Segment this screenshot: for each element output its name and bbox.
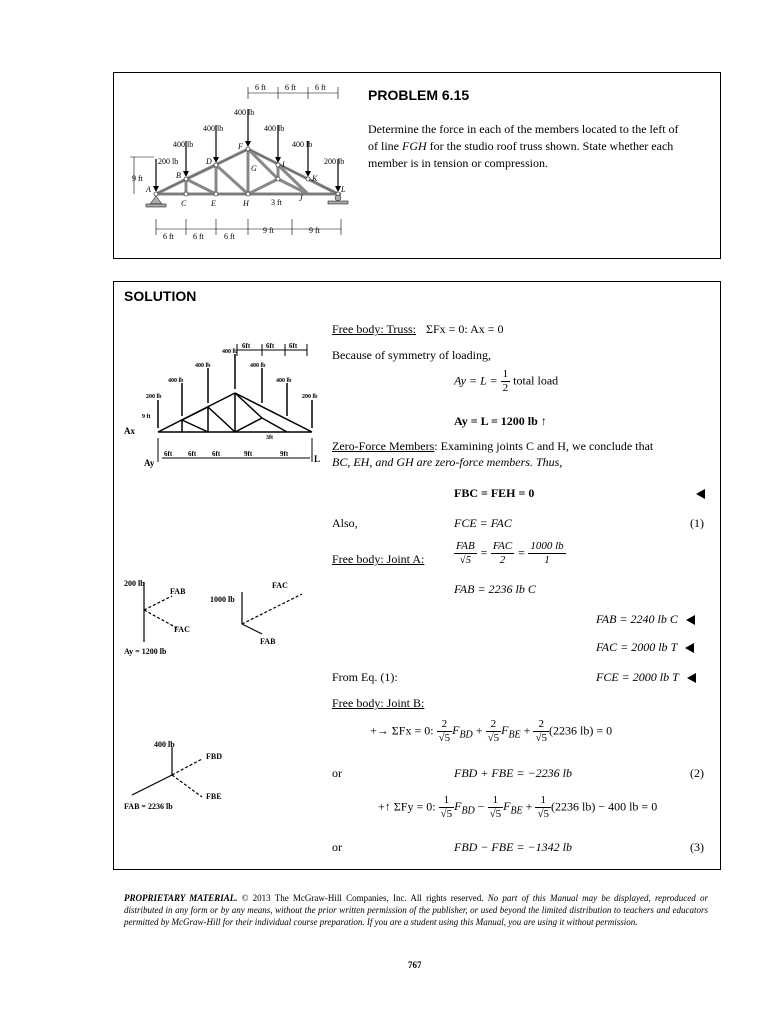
fac-sense: T <box>670 640 678 654</box>
problem-statement <box>368 121 710 172</box>
load-label: 200 lb <box>324 157 345 166</box>
joint-i: I <box>282 160 285 169</box>
sketch-l: L <box>314 454 321 464</box>
ay-result <box>454 414 547 429</box>
footer-bold: PROPRIETARY MATERIAL. <box>124 893 238 903</box>
frac-num: 1000 lb <box>530 540 564 552</box>
line-label: FGH <box>402 139 427 153</box>
sketch-dim: 6ft <box>242 342 251 350</box>
load-label: 400 lb <box>292 140 313 149</box>
joint-b-fab: FAB = 2236 lb <box>124 802 173 811</box>
truss-sketch <box>122 338 332 488</box>
or-1: or <box>332 766 342 780</box>
fac-final-text: FAC = 2000 lb <box>596 640 668 654</box>
sum-fx-label: ΣFx = 0: <box>391 723 434 738</box>
sign-arrow-icon: +→ <box>370 723 389 738</box>
joint-h: H <box>243 199 249 208</box>
joint-b-sketch <box>122 737 262 827</box>
zero-force-line-1 <box>332 438 653 454</box>
solution-heading: SOLUTION <box>124 288 197 304</box>
frac-num: FAB <box>456 540 475 552</box>
eq-number-2: (2) <box>690 766 704 780</box>
joint-l: L <box>341 185 346 194</box>
fce-final <box>596 670 696 685</box>
from-eq1: From Eq. (1): <box>332 670 398 684</box>
zero-force-label: Zero-Force Members <box>332 439 435 453</box>
load-label: 400 lb <box>203 124 224 133</box>
eq2-body: FBD + FBE = −2236 lb <box>454 766 572 780</box>
or-2: or <box>332 840 342 854</box>
joint-b-fbd: FBD <box>206 752 222 761</box>
joint-e: E <box>211 199 216 208</box>
joint-a-fac-2: FAC <box>272 581 288 590</box>
footer-italic: No part of this Manual may be displayed, reproduced or distributed in any form or by any means, without the prior written permission of the publisher, or used beyond the limited distribution to teachers and educators permitted by McGraw-Hill for their individual course preparation. If you are a student using this Manual, you are using it without permission. <box>124 893 708 927</box>
bottom-dim: 6 ft <box>193 232 204 241</box>
load-label: 200 lb <box>158 157 179 166</box>
fbc-eq-text: FBC = FEH = 0 <box>454 486 535 500</box>
sketch-load: 400 lb <box>195 363 211 369</box>
fraction <box>454 540 477 567</box>
sketch-height: 9 ft <box>142 414 151 420</box>
sketch-load: 200 lb <box>302 394 318 400</box>
fraction <box>528 540 565 567</box>
fb-joint-b-label: Free body: Joint B: <box>332 696 425 710</box>
sketch-bottom-dim: 6ft <box>164 450 173 458</box>
height-dim: 9 ft <box>132 174 143 183</box>
bottom-dim: 6 ft <box>163 232 174 241</box>
fraction <box>491 540 514 567</box>
rise-dim: 3 ft <box>271 198 282 207</box>
joint-a-sketch <box>122 572 332 662</box>
sketch-load: 400 lb <box>168 378 184 384</box>
joint-a-fac: FAC <box>174 625 190 634</box>
truss-figure <box>126 79 362 255</box>
joint-k: K <box>312 174 318 183</box>
result-marker-icon <box>685 643 694 653</box>
bottom-dim: 9 ft <box>309 226 320 235</box>
ay-lhs: Ay = L = <box>454 373 501 388</box>
sketch-load: 200 lb <box>146 394 162 400</box>
sketch-dim: 6ft <box>289 342 298 350</box>
fab-sense: C <box>669 612 678 626</box>
ay-rhs: total load <box>513 373 559 388</box>
joint-a-ay: Ay = 1200 lb <box>124 647 167 656</box>
zero-force-text-1: : Examining joints C and H, we conclude that <box>434 439 654 453</box>
bottom-dim: 9 ft <box>263 226 274 235</box>
result-marker-icon <box>696 489 705 499</box>
fb-joint-a-label: Free body: Joint A: <box>332 552 425 566</box>
sketch-ax: Ax <box>124 426 135 436</box>
joint-a-fractions: $\frac{\text{FAB}}{√5}$ = $\frac{\text{FAC}}{2}$ = $\frac{1000 lb}{1}$ <box>456 540 564 566</box>
sketch-load: 400 lb <box>222 349 238 355</box>
result-marker-icon <box>687 673 696 683</box>
statement-text: for the studio roof truss shown. State whether each <box>426 139 674 153</box>
joint-a-force: 1000 lb <box>210 595 235 604</box>
ay-result-text: Ay = L = 1200 lb <box>454 414 538 428</box>
bottom-dim: 6 ft <box>224 232 235 241</box>
fraction: $\frac{2}{√5}$ <box>535 718 547 744</box>
eq-number-1: (1) <box>690 516 704 530</box>
joint-b-fbe: FBE <box>206 792 222 801</box>
fce-final-text: FCE = 2000 lb <box>596 670 670 684</box>
fraction: $\frac{1}{√5}$ <box>537 794 549 820</box>
fbc-eq <box>454 486 534 501</box>
sketch-bottom-dim: 9ft <box>244 450 253 458</box>
fb-truss-label: Free body: Truss: <box>332 322 417 336</box>
joint-b-load: 400 lb <box>154 740 175 749</box>
eq-number-3: (3) <box>690 840 704 854</box>
sketch-dim: 6ft <box>266 342 275 350</box>
joint-a-fab: FAB <box>170 587 186 596</box>
fraction: $\frac{2}{√5}$ <box>438 718 451 744</box>
joint-a-fab-2: FAB <box>260 637 276 646</box>
load-label: 400 lb <box>234 108 255 117</box>
top-dim-1: 6 ft <box>255 83 266 92</box>
fraction: $\frac{2}{√5}$ <box>487 718 500 744</box>
joint-g: G <box>251 164 257 173</box>
up-arrow-icon: ↑ <box>540 414 547 428</box>
footer-text: © 2013 The McGraw-Hill Companies, Inc. All rights reserved. <box>237 893 488 903</box>
sketch-bottom-dim: 9ft <box>280 450 289 458</box>
joint-a-load: 200 lb <box>124 579 145 588</box>
joint-a: A <box>146 185 151 194</box>
joint-f: F <box>238 142 243 151</box>
result-marker-icon <box>686 615 695 625</box>
fraction: $\frac{1}{√5}$ <box>440 794 453 820</box>
fce-eq: FCE = FAC <box>454 516 512 530</box>
footer-notice <box>124 892 708 928</box>
fb-truss-eq: ΣFx = 0: Ax = 0 <box>426 322 504 336</box>
sketch-rise: 3ft <box>266 435 273 441</box>
statement-text: of line <box>368 139 402 153</box>
zero-force-line-2: BC, EH, and GH are zero-force members. Thus, <box>332 455 563 469</box>
joint-c: C <box>181 199 187 208</box>
sum-fy-label: ΣFy = 0: <box>393 799 436 814</box>
joint-b: B <box>176 171 181 180</box>
statement-line-1: Determine the force in each of the members located to the left of <box>368 122 679 136</box>
sketch-bottom-dim: 6ft <box>188 450 197 458</box>
frac-den: 1 <box>544 554 550 566</box>
fce-sense: T <box>672 670 679 684</box>
frac-den: 2 <box>499 554 506 566</box>
problem-title: PROBLEM 6.15 <box>368 87 470 103</box>
frac-den: 2 <box>502 382 509 394</box>
sum-fy-eq: +↑ ΣFy = 0: $\frac{1}{√5}$ $F_{BD}$ − $\frac{1}{√5}$ $F_{BE}$ + $\frac{1}{√5}$ (2236 lb) − 400 lb = 0 <box>378 794 658 820</box>
top-dim-2: 6 ft <box>285 83 296 92</box>
statement-line-2 <box>368 138 710 155</box>
ay-equation <box>454 368 558 395</box>
page-number: 767 <box>408 960 422 970</box>
statement-line-3: member is in tension or compression. <box>368 156 548 170</box>
sketch-load: 400 lb <box>276 378 292 384</box>
load-label: 400 lb <box>264 124 285 133</box>
top-dim-3: 6 ft <box>315 83 326 92</box>
solution-box <box>113 281 721 870</box>
eq3-body: FBD − FBE = −1342 lb <box>454 840 572 854</box>
sketch-bottom-dim: 6ft <box>212 450 221 458</box>
frac-num: FAC <box>492 540 513 552</box>
fab-raw: FAB = 2236 lb C <box>454 582 536 596</box>
sum-fx-eq: +→ ΣFx = 0: $\frac{2}{√5}$ $F_{BD}$ + $\frac{2}{√5}$ $F_{BE}$ + $\frac{2}{√5}$ (2236 lb) = 0 <box>370 718 613 744</box>
load-label: 400 lb <box>173 140 194 149</box>
fab-final <box>596 612 695 627</box>
frac-den: √5 <box>459 554 472 566</box>
problem-box <box>113 72 721 259</box>
zero-force-text <box>332 438 653 470</box>
half-fraction <box>501 368 511 395</box>
fab-final-text: FAB = 2240 lb <box>596 612 667 626</box>
joint-d: D <box>206 157 212 166</box>
fx-tail: (2236 lb) = 0 <box>549 723 613 738</box>
fy-tail: (2236 lb) − 400 lb = 0 <box>551 799 658 814</box>
sign-arrow-icon: +↑ <box>378 799 391 814</box>
sketch-ay: Ay <box>144 458 155 468</box>
joint-j: J <box>299 194 303 203</box>
symmetry-text: Because of symmetry of loading, <box>332 348 491 362</box>
frac-num: 1 <box>502 368 509 380</box>
sketch-load: 400 lb <box>250 363 266 369</box>
fraction: $\frac{1}{√5}$ <box>489 794 502 820</box>
also-text: Also, <box>332 516 358 530</box>
fac-final <box>596 640 694 655</box>
